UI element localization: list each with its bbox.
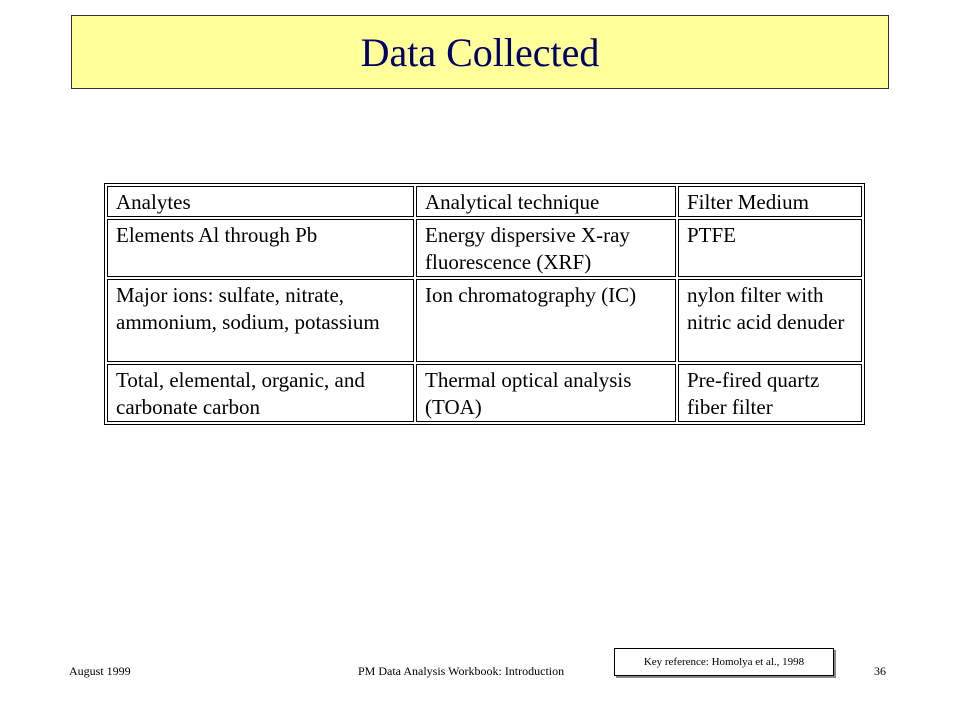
footer-date: August 1999 [69, 664, 131, 678]
page-number: 36 [874, 664, 886, 678]
table-cell: Major ions: sulfate, nitrate, ammonium, sodium, potassium [107, 279, 414, 362]
table-row [107, 279, 862, 362]
key-reference-text: Key reference: Homolya et al., 1998 [643, 656, 805, 668]
table-cell: Ion chromatography (IC) [416, 279, 676, 362]
header-analytes: Analytes [107, 186, 414, 217]
table-cell: Energy dispersive X-ray fluorescence (XRF) [416, 219, 676, 277]
table-cell: Pre-fired quartz fiber filter [678, 364, 862, 422]
table-row [107, 364, 862, 422]
key-reference-box [614, 648, 834, 676]
table-cell: PTFE [678, 219, 862, 277]
footer-workbook-title: PM Data Analysis Workbook: Introduction [358, 664, 565, 678]
data-table [104, 183, 865, 425]
table-header-row [107, 186, 862, 217]
table-cell: nylon filter with nitric acid denuder [678, 279, 862, 362]
header-technique: Analytical technique [416, 186, 676, 217]
table-row [107, 219, 862, 277]
title-banner [71, 15, 889, 89]
header-filter-medium: Filter Medium [678, 186, 862, 217]
table-cell: Thermal optical analysis (TOA) [416, 364, 676, 422]
table-cell: Elements Al through Pb [107, 219, 414, 277]
table-cell: Total, elemental, organic, and carbonate carbon [107, 364, 414, 422]
slide-title: Data Collected [360, 29, 600, 75]
